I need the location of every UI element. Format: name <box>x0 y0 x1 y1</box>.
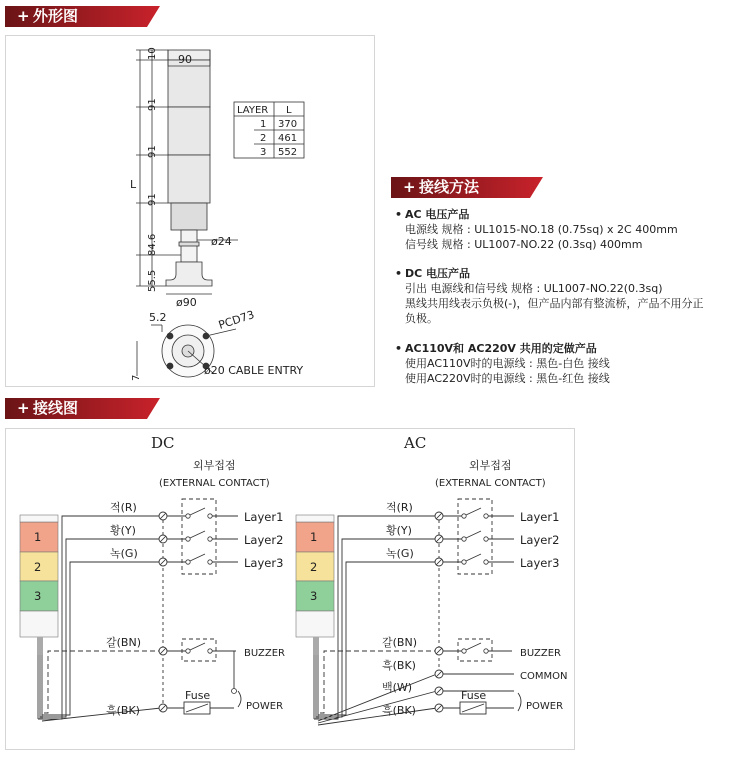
dim-top: 10 <box>147 47 158 60</box>
external-contact-kr: 외부접점 <box>469 459 512 472</box>
spec-line: 电源线 规格 : UL1015-NO.18 (0.75sq) x 2C 400mm <box>405 223 678 236</box>
spec-line: 信号线 规格 : UL1007-NO.22 (0.3sq) 400mm <box>405 238 643 251</box>
tower-layer-number: 3 <box>34 589 42 603</box>
spec-item-custom <box>395 341 610 386</box>
tower-layer-number: 1 <box>34 530 42 544</box>
ac-diagram <box>296 434 567 725</box>
dc-diagram <box>20 434 285 721</box>
fuse-label: Fuse <box>461 689 487 702</box>
output-buzzer: BUZZER <box>520 648 561 659</box>
table-cell: 1 <box>260 119 267 130</box>
spec-line: 负极。 <box>405 312 438 325</box>
dim-seven: 7 <box>131 374 142 381</box>
dim-offset: 5.2 <box>149 311 167 324</box>
section-title: 外形图 <box>33 7 79 25</box>
fuse-label: Fuse <box>185 689 211 702</box>
wire-red-label: 적(R) <box>110 501 137 514</box>
external-contact-en: (EXTERNAL CONTACT) <box>435 478 546 489</box>
tower-base <box>296 611 334 637</box>
wire-brown-label: 갈(BN) <box>382 636 417 649</box>
wire-white-label: 백(W) <box>382 681 413 694</box>
dim-base: 84.6 <box>147 233 158 256</box>
table-cell: 3 <box>260 147 267 158</box>
output-buzzer: BUZZER <box>244 648 285 659</box>
output-power: POWER <box>526 701 564 712</box>
tower-base <box>20 611 58 637</box>
wire-brown-label: 갈(BN) <box>106 636 141 649</box>
spec-line: 引出 电源线和信号线 规格 : UL1007-NO.22(0.3sq) <box>405 282 663 295</box>
wire-green-label: 녹(G) <box>110 547 138 560</box>
spec-title: AC 电压产品 <box>405 208 470 221</box>
table-header-layer: LAYER <box>237 105 269 116</box>
spec-line: 使用AC110V时的电源线 : 黑色-白色 接线 <box>405 357 610 370</box>
output-layer3: Layer3 <box>244 556 284 570</box>
section-banner-wiring-diagram <box>5 398 160 419</box>
dim-pole: ø24 <box>211 235 232 248</box>
tower-layer-number: 2 <box>34 560 42 574</box>
bullet-icon: • <box>395 208 403 221</box>
table-cell: 461 <box>278 133 298 144</box>
tower-layer-number: 2 <box>310 560 318 574</box>
dim-pcd: PCD73 <box>216 308 256 332</box>
dim-width: 90 <box>178 53 192 66</box>
section-banner-outline <box>5 6 160 27</box>
wire-yellow-label: 황(Y) <box>110 524 136 537</box>
tower-cap <box>20 515 58 522</box>
outline-drawing <box>6 36 374 386</box>
table-header-L: L <box>286 105 292 116</box>
spec-line: 使用AC220V时的电源线 : 黑色-红色 接线 <box>405 372 610 385</box>
spec-item-dc <box>395 266 704 326</box>
section-title: 接线图 <box>33 399 79 417</box>
tower-pole <box>313 637 319 655</box>
external-contact-kr: 외부접점 <box>193 459 236 472</box>
output-layer2: Layer2 <box>520 533 560 547</box>
wire-green-label: 녹(G) <box>386 547 414 560</box>
wire-red-label: 적(R) <box>386 501 413 514</box>
table-cell: 370 <box>278 119 298 130</box>
spec-title: AC110V和 AC220V 共用的定做产品 <box>405 342 597 355</box>
wiring-diagram <box>6 429 574 749</box>
output-layer3: Layer3 <box>520 556 560 570</box>
plus-icon: + <box>403 178 416 196</box>
bullet-icon: • <box>395 342 403 355</box>
wire-yellow-label: 황(Y) <box>386 524 412 537</box>
cable-entry-label: ø20 CABLE ENTRY <box>204 364 304 377</box>
section-title: 接线方法 <box>419 178 480 196</box>
dim-foot-diameter: ø90 <box>176 296 197 309</box>
dim-foot: 55.5 <box>147 269 158 292</box>
dim-layer-1: 91 <box>147 98 158 111</box>
dc-label: DC <box>151 434 175 452</box>
section-banner-wiring-method <box>391 177 543 198</box>
tower-pole <box>37 637 43 655</box>
spec-title: DC 电压产品 <box>405 267 471 280</box>
output-layer2: Layer2 <box>244 533 284 547</box>
bullet-icon: • <box>395 267 403 280</box>
dim-L: L <box>130 178 137 191</box>
ac-label: AC <box>404 434 427 452</box>
tower-layer-number: 3 <box>310 589 318 603</box>
dim-layer-3: 91 <box>147 193 158 206</box>
spec-line: 黑线共用线表示负极(-)，但产品内部有整流桥，产品不用分正 <box>405 297 704 310</box>
tower-layer-number: 1 <box>310 530 318 544</box>
tower-cap <box>296 515 334 522</box>
spec-item-ac <box>395 207 678 252</box>
wire-black-label: 흑(BK) <box>382 659 416 672</box>
wire-black-label: 흑(BK) <box>382 704 416 717</box>
plus-icon: + <box>17 399 30 417</box>
external-contact-en: (EXTERNAL CONTACT) <box>159 478 270 489</box>
table-cell: 2 <box>260 133 267 144</box>
dim-layer-2: 91 <box>147 145 158 158</box>
wiring-diagram-panel <box>5 428 575 750</box>
outline-panel <box>5 35 375 387</box>
output-layer1: Layer1 <box>520 510 560 524</box>
wire-black-label: 흑(BK) <box>106 704 140 717</box>
table-cell: 552 <box>278 147 298 158</box>
output-power: POWER <box>246 701 284 712</box>
output-layer1: Layer1 <box>244 510 284 524</box>
output-common: COMMON <box>520 671 568 682</box>
plus-icon: + <box>17 7 30 25</box>
